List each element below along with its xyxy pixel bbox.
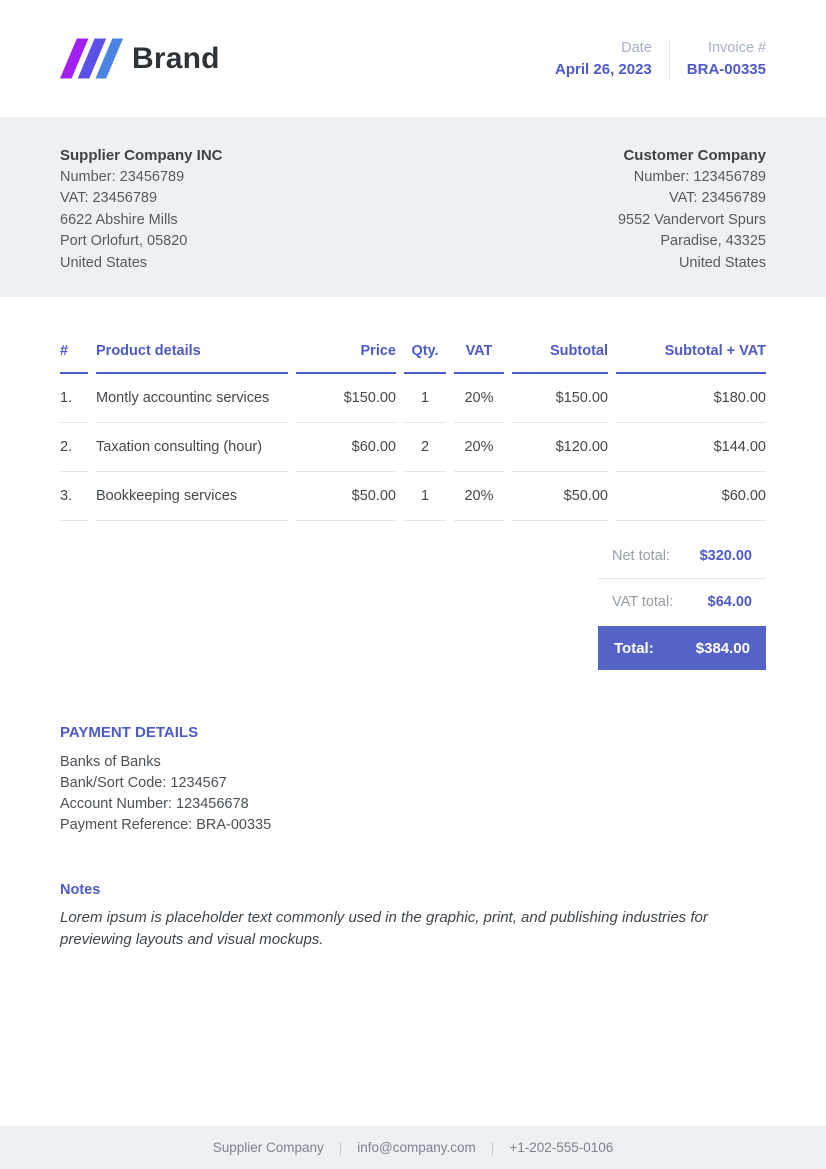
cell-vat: 20% xyxy=(454,472,504,521)
col-header-price: Price xyxy=(296,343,396,374)
footer-divider: | xyxy=(338,1140,343,1155)
invoice-body xyxy=(0,297,826,950)
payment-details-title: PAYMENT DETAILS xyxy=(60,724,199,741)
cell-vat: 20% xyxy=(454,423,504,472)
customer-city: Paradise, 43325 xyxy=(660,233,766,249)
cell-num: 3. xyxy=(60,472,88,521)
cell-product: Bookkeeping services xyxy=(96,472,288,521)
table-row xyxy=(60,374,766,423)
grand-total-value: $384.00 xyxy=(695,639,750,657)
vat-total-row xyxy=(598,579,766,625)
net-total-value: $320.00 xyxy=(699,547,752,564)
cell-price: $150.00 xyxy=(296,374,396,423)
cell-qty: 1 xyxy=(404,374,446,423)
meta-divider xyxy=(669,39,670,79)
date-block xyxy=(555,40,652,78)
brand-logo xyxy=(60,36,220,81)
table-row xyxy=(60,423,766,472)
notes-section xyxy=(60,882,766,950)
cell-product: Taxation consulting (hour) xyxy=(96,423,288,472)
col-header-subtotal: Subtotal xyxy=(512,343,608,374)
footer-email: info@company.com xyxy=(357,1140,476,1155)
col-header-subtotal-vat: Subtotal + VAT xyxy=(616,343,766,374)
cell-subtotal: $120.00 xyxy=(512,423,608,472)
vat-total-label: VAT total: xyxy=(612,594,674,610)
payment-reference: Payment Reference: BRA-00335 xyxy=(60,817,272,833)
notes-body: Lorem ipsum is placeholder text commonly used in the graphic, print, and publishing industries for previewing layouts and visual mockups. xyxy=(60,909,708,948)
table-row xyxy=(60,472,766,521)
cell-subtotal-vat: $60.00 xyxy=(616,472,766,521)
vat-total-value: $64.00 xyxy=(707,594,752,610)
cell-subtotal-vat: $180.00 xyxy=(616,374,766,423)
invoice-number-block xyxy=(687,40,766,78)
net-total-row xyxy=(598,533,766,579)
supplier-city: Port Orlofurt, 05820 xyxy=(60,233,188,249)
cell-subtotal: $150.00 xyxy=(512,374,608,423)
payment-sort-code: Bank/Sort Code: 1234567 xyxy=(60,775,227,791)
cell-num: 1. xyxy=(60,374,88,423)
supplier-vat: VAT: 23456789 xyxy=(60,190,158,206)
cell-subtotal-vat: $144.00 xyxy=(616,423,766,472)
page-footer xyxy=(0,1126,826,1169)
invoice-header xyxy=(0,0,826,117)
payment-details-section xyxy=(60,722,766,836)
supplier-street: 6622 Abshire Mills xyxy=(60,211,178,228)
totals-summary xyxy=(598,533,766,670)
customer-country: United States xyxy=(678,254,766,271)
col-header-qty: Qty. xyxy=(404,343,446,374)
footer-divider: | xyxy=(490,1140,495,1155)
parties-section xyxy=(0,117,826,297)
items-table xyxy=(52,343,774,521)
cell-qty: 2 xyxy=(404,423,446,472)
cell-subtotal: $50.00 xyxy=(512,472,608,521)
footer-company: Supplier Company xyxy=(212,1140,324,1155)
cell-product: Montly accountinc services xyxy=(96,374,288,423)
customer-street: 9552 Vandervort Spurs xyxy=(617,211,766,228)
customer-info xyxy=(618,145,766,269)
brand-name: Brand xyxy=(132,41,220,75)
invoice-number-label: Invoice # xyxy=(707,39,766,56)
footer-phone: +1-202-555-0106 xyxy=(509,1140,614,1155)
customer-name: Customer Company xyxy=(623,147,766,164)
net-total-label: Net total: xyxy=(612,547,671,564)
date-value: April 26, 2023 xyxy=(555,60,652,78)
notes-title: Notes xyxy=(60,882,101,898)
brand-slashes-icon xyxy=(60,36,123,81)
cell-price: $60.00 xyxy=(296,423,396,472)
col-header-product: Product details xyxy=(96,343,288,374)
cell-price: $50.00 xyxy=(296,472,396,521)
items-table-header-row xyxy=(60,343,766,374)
cell-vat: 20% xyxy=(454,374,504,423)
payment-bank-name: Banks of Banks xyxy=(60,754,161,770)
invoice-meta xyxy=(555,39,766,79)
payment-account-number: Account Number: 123456678 xyxy=(60,796,249,812)
grand-total-label: Total: xyxy=(614,639,654,657)
cell-num: 2. xyxy=(60,423,88,472)
grand-total-row xyxy=(598,626,766,670)
customer-vat: VAT: 23456789 xyxy=(668,190,766,206)
invoice-number-value: BRA-00335 xyxy=(686,60,766,78)
date-label: Date xyxy=(621,39,652,56)
supplier-name: Supplier Company INC xyxy=(60,147,223,164)
supplier-info xyxy=(60,145,223,269)
col-header-num: # xyxy=(60,343,88,374)
customer-number: Number: 123456789 xyxy=(633,168,766,185)
col-header-vat: VAT xyxy=(454,343,504,374)
supplier-number: Number: 23456789 xyxy=(60,168,185,185)
supplier-country: United States xyxy=(60,254,148,271)
cell-qty: 1 xyxy=(404,472,446,521)
